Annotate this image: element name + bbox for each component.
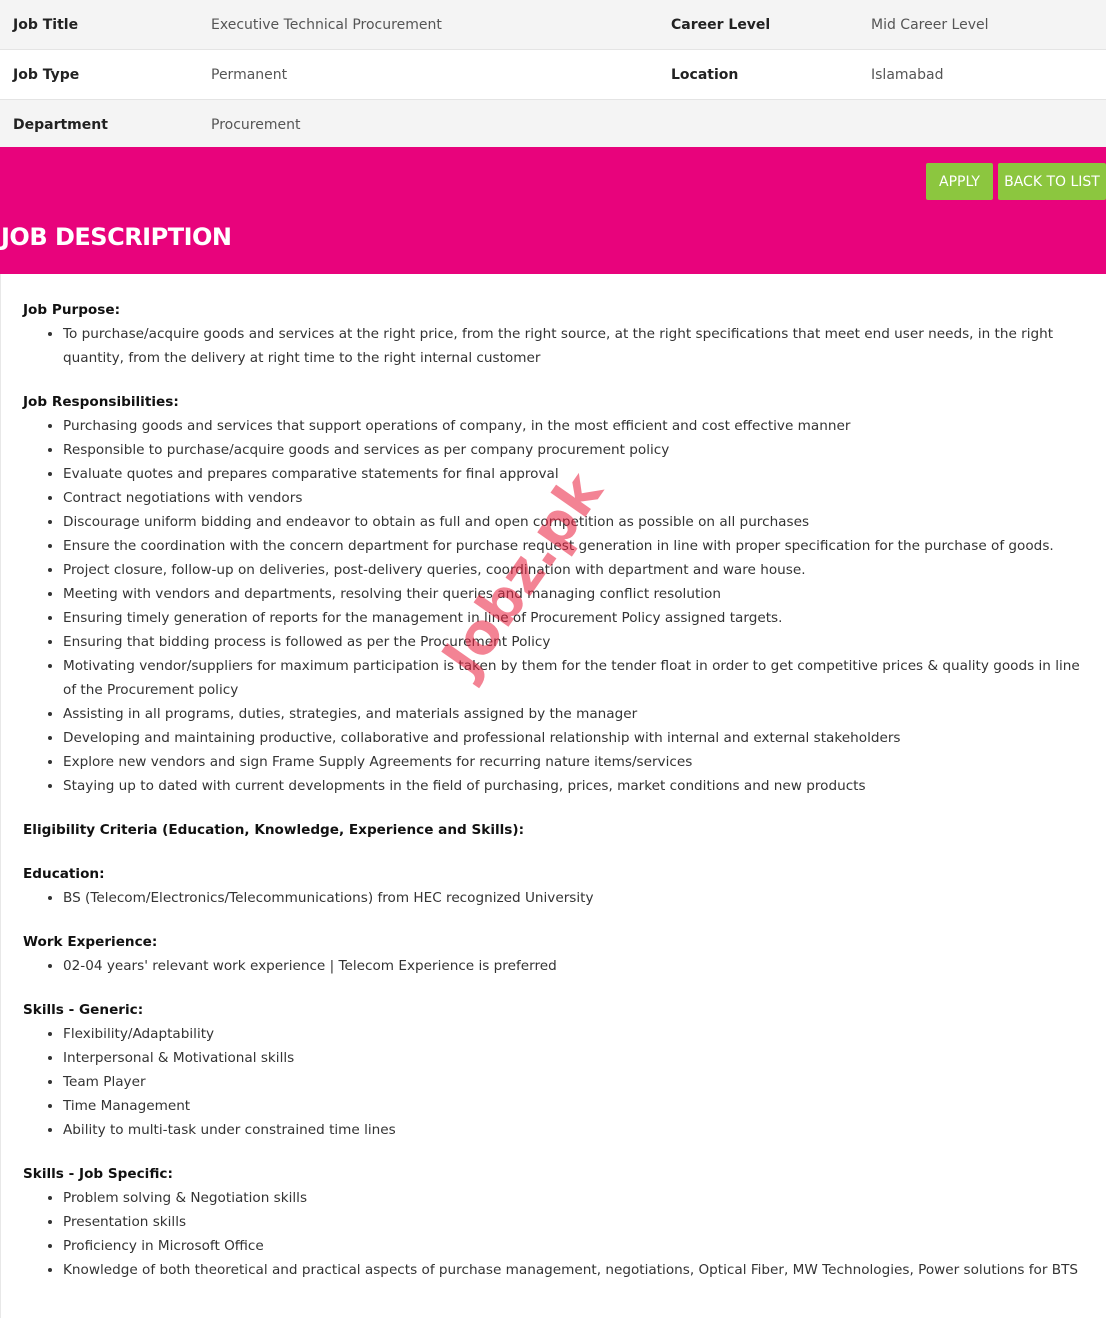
list-item: • Ensuring timely generation of reports for the management in line of Procurement Policy assigned targets.: [63, 606, 1093, 630]
education-heading: Education:: [23, 866, 105, 882]
list-item: • Developing and maintaining productive, collaborative and professional relationship with internal and external stakeholders: [63, 726, 1093, 750]
job-description-banner: [0, 147, 1106, 274]
list-item: • Presentation skills: [63, 1210, 1093, 1234]
value-location: Islamabad: [871, 66, 944, 83]
list-item: • Evaluate quotes and prepares comparative statements for final approval: [63, 462, 1093, 486]
job-info-table: [0, 0, 1106, 150]
specific-skills-list: [23, 1186, 1093, 1282]
section-title: JOB DESCRIPTION: [1, 223, 232, 251]
list-item: • Explore new vendors and sign Frame Supply Agreements for recurring nature items/services: [63, 750, 1093, 774]
eligibility-heading: Eligibility Criteria (Education, Knowledge, Experience and Skills):: [23, 822, 525, 838]
info-row-department: [0, 100, 1106, 150]
info-row-job-title: [0, 0, 1106, 50]
specific-skills-heading: Skills - Job Specific:: [23, 1166, 173, 1182]
list-item: • Assisting in all programs, duties, strategies, and materials assigned by the manager: [63, 702, 1093, 726]
list-item: • Knowledge of both theoretical and practical aspects of purchase management, negotiations, Optical Fiber, MW Technologies, Power solutions for BTS: [63, 1258, 1093, 1282]
list-item: • Contract negotiations with vendors: [63, 486, 1093, 510]
list-item: • Responsible to purchase/acquire goods and services as per company procurement policy: [63, 438, 1093, 462]
list-item: • Ensuring that bidding process is followed as per the Procurement Policy: [63, 630, 1093, 654]
generic-skills-heading: Skills - Generic:: [23, 1002, 144, 1018]
list-item: • Ensure the coordination with the concern department for purchase request generation in line with proper specification for the purchase of goods.: [63, 534, 1093, 558]
list-item: • 02-04 years' relevant work experience | Telecom Experience is preferred: [63, 954, 1093, 978]
list-item: • To purchase/acquire goods and services at the right price, from the right source, at the right specifications that meet end user needs, in the right quantity, from the delivery at right time to the right internal customer: [63, 322, 1093, 370]
job-description-content: [23, 298, 1093, 1282]
value-career-level: Mid Career Level: [871, 16, 989, 33]
list-item: • Meeting with vendors and departments, resolving their queries and managing conflict resolution: [63, 582, 1093, 606]
info-row-job-type: [0, 50, 1106, 100]
list-item: • BS (Telecom/Electronics/Telecommunications) from HEC recognized University: [63, 886, 1093, 910]
list-item: • Flexibility/Adaptability: [63, 1022, 1093, 1046]
list-item: • Interpersonal & Motivational skills: [63, 1046, 1093, 1070]
label-department: Department: [13, 116, 108, 133]
label-location: Location: [671, 66, 739, 83]
education-list: [23, 886, 1093, 910]
list-item: • Purchasing goods and services that support operations of company, in the most efficient and cost effective manner: [63, 414, 1093, 438]
responsibilities-heading: Job Responsibilities:: [23, 394, 179, 410]
purpose-list: [23, 322, 1093, 370]
list-item: • Project closure, follow-up on deliveries, post-delivery queries, coordination with department and ware house.: [63, 558, 1093, 582]
experience-heading: Work Experience:: [23, 934, 158, 950]
back-to-list-button[interactable]: BACK TO LIST: [998, 163, 1106, 200]
list-item: • Proficiency in Microsoft Office: [63, 1234, 1093, 1258]
list-item: • Time Management: [63, 1094, 1093, 1118]
experience-list: [23, 954, 1093, 978]
apply-button[interactable]: APPLY: [926, 163, 993, 200]
list-item: • Problem solving & Negotiation skills: [63, 1186, 1093, 1210]
label-job-type: Job Type: [13, 66, 80, 83]
watermark-logo: Jobz.pk: [430, 461, 616, 688]
value-job-type: Permanent: [211, 66, 288, 83]
list-item: • Discourage uniform bidding and endeavor to obtain as full and open competition as possible on all purchases: [63, 510, 1093, 534]
list-item: • Motivating vendor/suppliers for maximum participation is taken by them for the tender float in order to get competitive prices & quality goods in line of the Procurement policy: [63, 654, 1093, 702]
list-item: • Ability to multi-task under constrained time lines: [63, 1118, 1093, 1142]
value-department: Procurement: [211, 116, 301, 133]
value-job-title: Executive Technical Procurement: [211, 16, 442, 33]
list-item: • Staying up to dated with current developments in the field of purchasing, prices, market conditions and new products: [63, 774, 1093, 798]
label-career-level: Career Level: [671, 16, 771, 33]
responsibilities-list: [23, 414, 1093, 798]
list-item: • Team Player: [63, 1070, 1093, 1094]
job-description-card: [0, 274, 1105, 1318]
label-job-title: Job Title: [13, 16, 79, 33]
purpose-heading: Job Purpose:: [23, 302, 121, 318]
generic-skills-list: [23, 1022, 1093, 1142]
